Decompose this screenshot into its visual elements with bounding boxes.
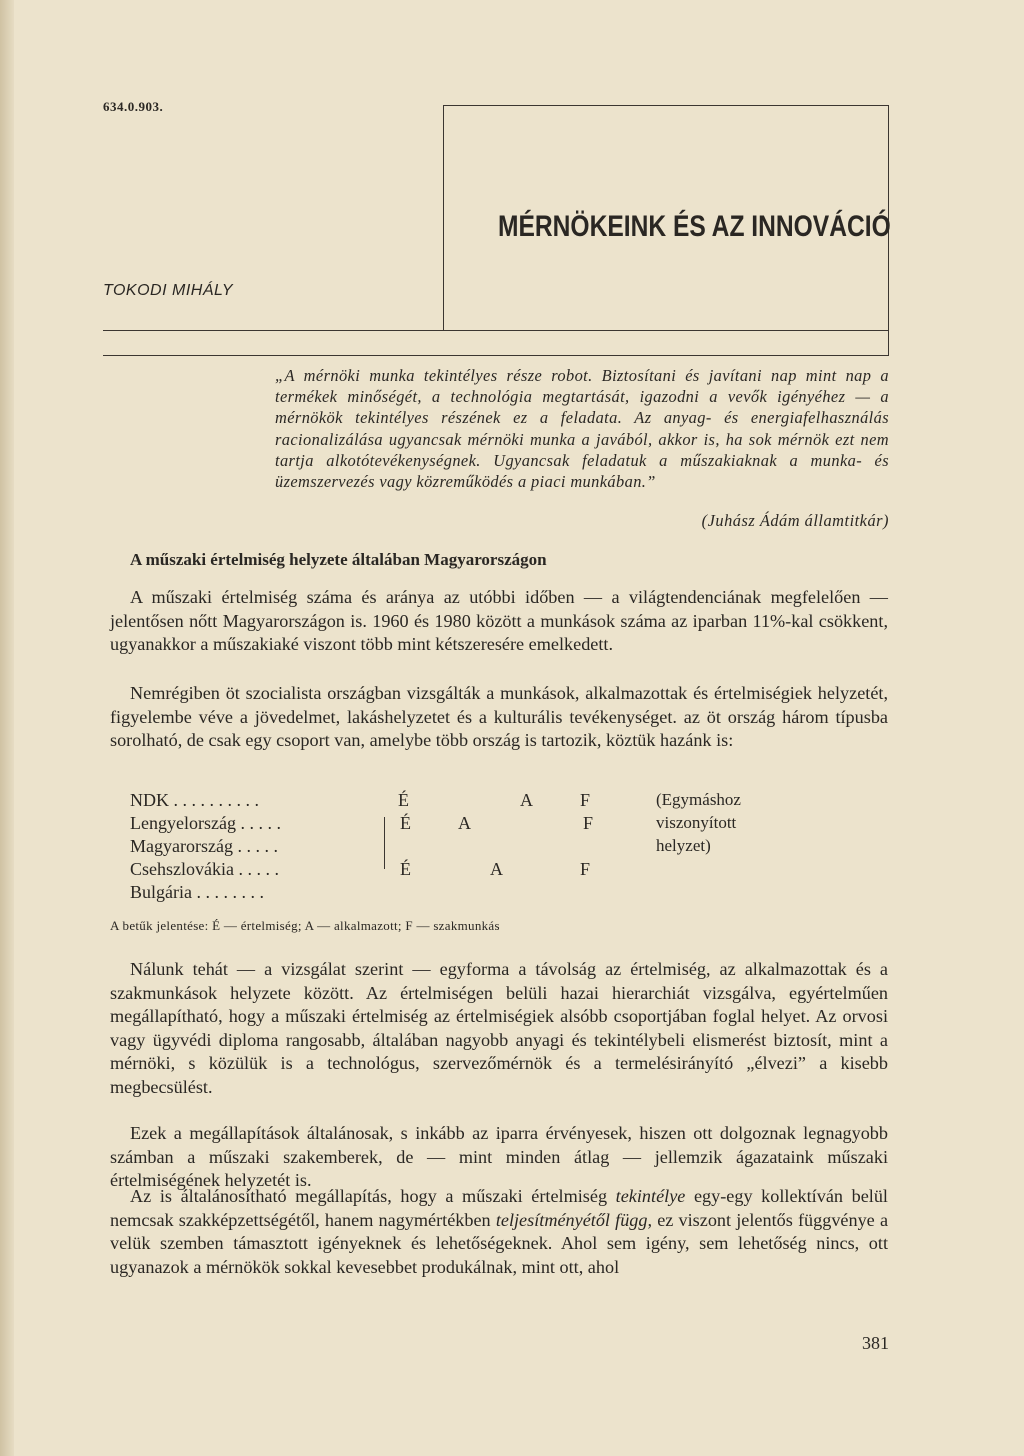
paragraph-3-text: Nálunk tehát — a vizsgálat szerint — egyforma a távolság az értelmiség, az alkalmazottak és a szakmunkások helyzete között. Az értelmiségen belüli hazai hierarchiát vizsgálva, egyértelműen megállapítható, hogy a műszaki értelmiség az értelmiségiek alsóbb csoportjában foglal helyet. Az orvosi vagy ügyvédi diploma rangosabb, általában nagyobb anyagi és tekintélybeli elismerést biztosít, mint a mérnöki, s közülük is a technológus, szervezőmérnök és a termelésirányító „élvezi” a kisebb megbecsülést. <box>110 959 888 1097</box>
table-letter: F <box>580 790 591 810</box>
paragraph-5-emphasis-2: teljesítményétől függ, <box>495 1209 653 1230</box>
table-letter: É <box>400 859 411 879</box>
header-rule-middle <box>103 330 889 331</box>
paragraph-5-emphasis-1: tekintélye <box>615 1186 686 1206</box>
table-row-country: Csehszlovákia . . . . . <box>130 859 279 879</box>
article-title: MÉRNÖKEINK ÉS AZ INNOVÁCIÓ <box>498 210 891 243</box>
table-letter: É <box>400 813 411 833</box>
paragraph-1 <box>110 586 888 657</box>
epigraph-quote: „A mérnöki munka tekintélyes része robot. Biztosítani és javítani nap mint nap a termékek minőségét, a technológia megtartását, igazodni a vevők igényéhez — a mérnökök tekintélyes részének ez a feladata. Az anyag- és energiafelhasználás racionalizálása ugyancsak mérnöki munka a javából, akkor is, ha sok mérnök ezt nem tartja alkotótevékenységnek. Ugyancsak feladatuk a műszakiaknak a munka- és üzemszervezés vagy közreműködés a piaci munkában.” <box>275 366 889 492</box>
book-spine-edge <box>0 0 14 1456</box>
header-rule-bottom <box>103 355 889 356</box>
paragraph-1-text: A műszaki értelmiség száma és aránya az utóbbi időben — a világtendenciának megfelelően — jelentősen nőtt Magyarországon is. 1960 és 1980 között a munkások száma az iparban 11%-kal csökkent, ugyanakkor a műszakiaké viszont több mint kétszeresére emelkedett. <box>110 587 888 654</box>
table-row-country: Magyarország . . . . . <box>130 836 278 856</box>
header-rule-vertical-left <box>443 105 444 330</box>
paragraph-2 <box>110 682 888 753</box>
epigraph-source: (Juhász Ádám államtitkár) <box>701 511 889 530</box>
section-heading: A műszaki értelmiség helyzete általában Magyarországon <box>130 550 547 569</box>
paragraph-5 <box>110 1185 888 1279</box>
paragraph-2-text: Nemrégiben öt szocialista országban vizsgálták a munkások, alkalmazottak és értelmiségiek helyzetét, figyelembe véve a jövedelmet, lakáshelyzetet és a kulturális tevékenységet. az öt ország három típusba sorolható, de csak egy csoport van, amelybe több ország is tartozik, köztük hazánk is: <box>110 683 888 750</box>
table-row-country: Lengyelország . . . . . <box>130 813 281 833</box>
author-name: TOKODI MIHÁLY <box>103 282 234 299</box>
table-letter: F <box>580 859 591 879</box>
paragraph-5-text-b: egy-egy kollektíván belül nemcsak szakképzettségétől, hanem nagymértékben <box>110 1186 888 1230</box>
paragraph-3 <box>110 958 888 1099</box>
paragraph-5-text-a: Az is általánosítható megállapítás, hogy a műszaki értelmiség <box>130 1186 616 1206</box>
table-note-line: (Egymáshoz <box>656 790 741 809</box>
table-letter: A <box>520 790 533 810</box>
table-note-line: helyzet) <box>656 836 711 855</box>
table-grouping-brace <box>384 817 387 869</box>
table-letter: A <box>458 813 471 833</box>
paragraph-4 <box>110 1122 888 1193</box>
table-row-country: Bulgária . . . . . . . . <box>130 882 264 902</box>
table-letter: F <box>583 813 594 833</box>
paragraph-4-text: Ezek a megállapítások általánosak, s inkább az iparra érvényesek, hiszen ott dolgoznak legnagyobb számban a műszaki szakemberek, de — mint minden átlag — jellemzik ágazataink műszaki értelmiségének helyzetét is. <box>110 1123 888 1190</box>
table-note-line: viszonyított <box>656 813 737 832</box>
udc-code: 634.0.903. <box>103 99 164 114</box>
table-letter: A <box>490 859 503 879</box>
table-letter: É <box>398 790 409 810</box>
page-number: 381 <box>862 1333 889 1353</box>
table-legend: A betűk jelentése: É — értelmiség; A — alkalmazott; F — szakmunkás <box>110 918 500 933</box>
header-rule-top <box>443 105 889 106</box>
table-row-country: NDK . . . . . . . . . . <box>130 790 259 810</box>
paragraph-5-text-c: ez viszont jelentős függvénye a velük szemben támasztott igényeknek és lehetőségeknek. Ahol sem igény, sem lehetőség nincs, ott ugyanazok a mérnökök sokkal kevesebbet produkálnak, mint ott, ahol <box>110 1209 889 1277</box>
